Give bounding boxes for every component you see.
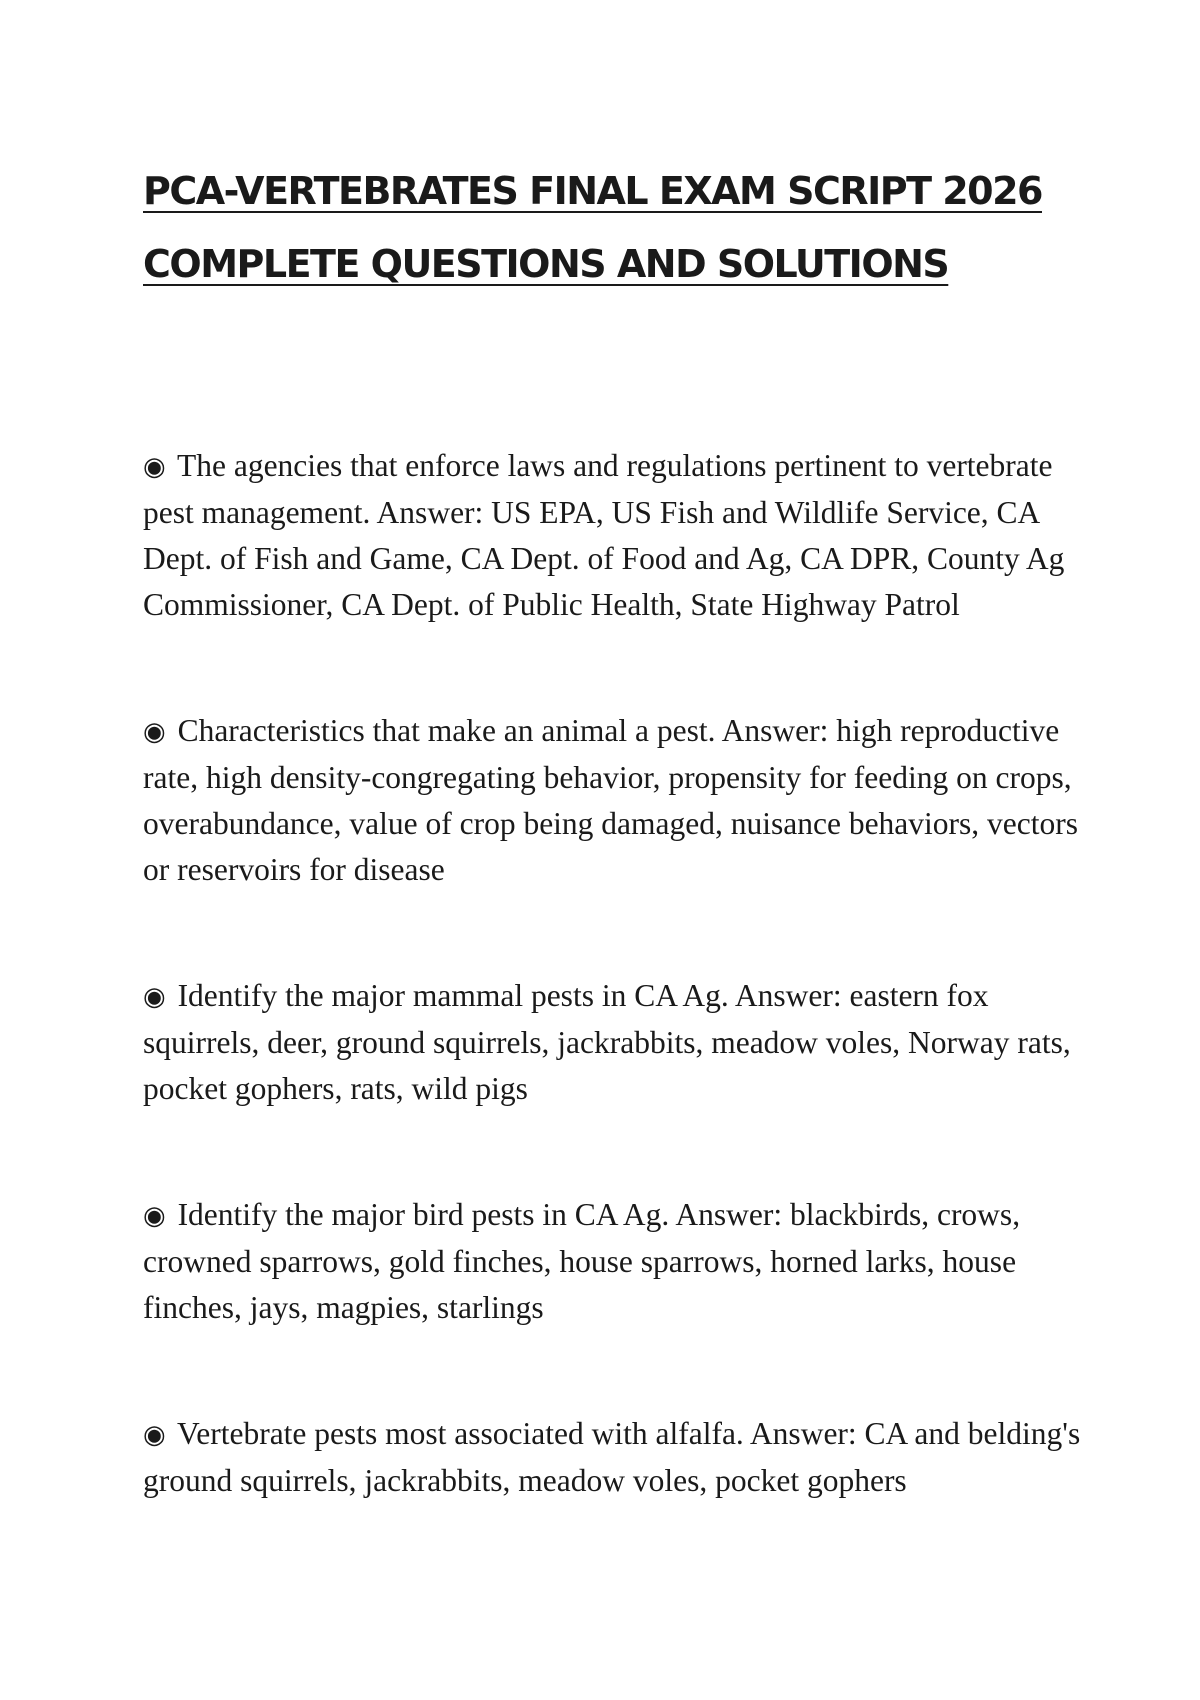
radio-bullet-icon: ◉ xyxy=(143,1201,166,1230)
title-line-1 xyxy=(143,155,1103,228)
radio-bullet-icon: ◉ xyxy=(143,1420,166,1449)
question-text: Vertebrate pests most associated with alfalfa. Answer: CA and belding's ground squirrels, jackrabbits, meadow voles, pocket gophers xyxy=(143,1416,1081,1498)
title-line-1-text: PCA-VERTEBRATES FINAL EXAM SCRIPT 2026 xyxy=(143,169,1042,213)
radio-bullet-icon: ◉ xyxy=(143,452,166,481)
radio-bullet-icon: ◉ xyxy=(143,982,166,1011)
question-text: The agencies that enforce laws and regulations pertinent to vertebrate pest management. Answer: US EPA, US Fish and Wildlife Service, CA Dept. of Fish and Game, CA Dept. of Food and Ag, CA DPR, County Ag Commissioner, CA Dept. of Public Health, State Highway Patrol xyxy=(143,448,1065,622)
question-text: Identify the major mammal pests in CA Ag. Answer: eastern fox squirrels, deer, ground squirrels, jackrabbits, meadow voles, Norway rats, pocket gophers, rats, wild pigs xyxy=(143,978,1071,1106)
question-list xyxy=(143,443,1083,1584)
question-text: Characteristics that make an animal a pest. Answer: high reproductive rate, high density-congregating behavior, propensity for feeding on crops, overabundance, value of crop being damaged, nuisance behaviors, vectors or reservoirs for disease xyxy=(143,713,1079,887)
title-line-2-text: COMPLETE QUESTIONS AND SOLUTIONS xyxy=(143,242,949,286)
question-item xyxy=(143,1411,1083,1504)
document-title xyxy=(143,155,1103,301)
question-item xyxy=(143,443,1083,628)
question-text: Identify the major bird pests in CA Ag. Answer: blackbirds, crows, crowned sparrows, gold finches, house sparrows, horned larks, house finches, jays, magpies, starlings xyxy=(143,1197,1021,1325)
title-line-2 xyxy=(143,228,1103,301)
question-item xyxy=(143,708,1083,893)
question-item xyxy=(143,1192,1083,1331)
radio-bullet-icon: ◉ xyxy=(143,717,166,746)
question-item xyxy=(143,973,1083,1112)
